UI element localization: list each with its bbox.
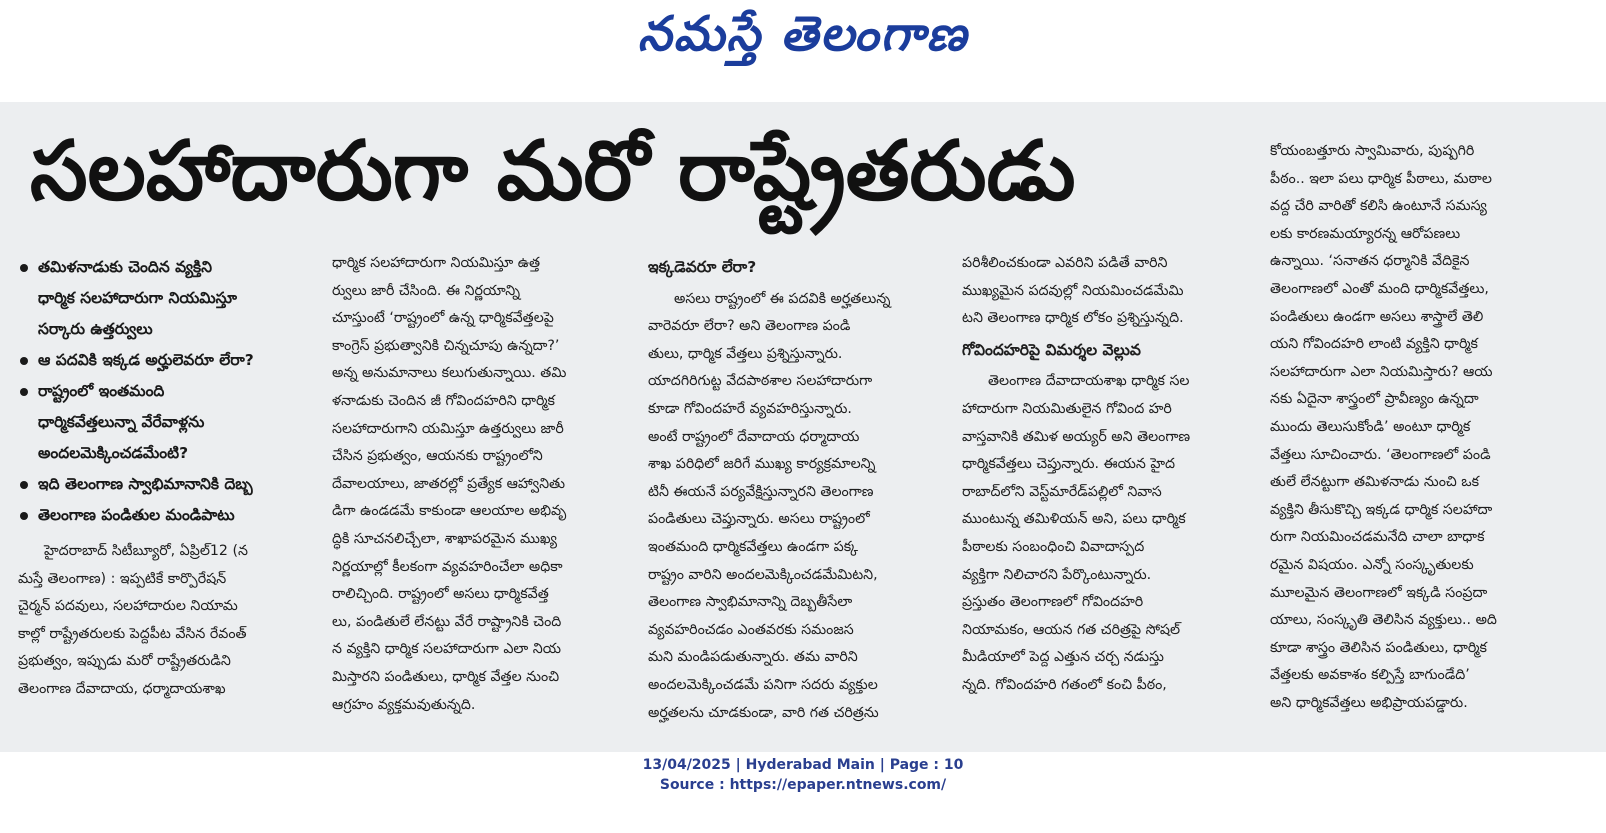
body-text-line: మస్తే తెలంగాణ) : ఇప్పటికే కార్పొరేషన్ xyxy=(18,570,227,587)
body-text-line: సలహాదారుగాని యమిస్తూ ఉత్తర్వులు జారీ xyxy=(332,420,564,437)
body-text-line: మిస్తారని పండితులు, ధార్మిక వేత్తల నుంచి xyxy=(332,668,560,685)
summary-bullet-line xyxy=(18,283,318,314)
body-text-line: ముంటున్న తమిళియన్ అని, పలు ధార్మిక xyxy=(962,511,1186,528)
summary-bullet-line xyxy=(18,314,318,345)
body-text-line: కాల్లో రాష్ట్రేతరులకు పెద్దపీట వేసిన రేవంత్ xyxy=(18,625,247,642)
body-text-line: పండితులు చెప్తున్నారు. అసలు రాష్ట్రంలో xyxy=(648,511,870,528)
body-text-line: న వ్యక్తిని ధార్మిక సలహాదారుగా ఎలా నియ xyxy=(332,641,561,658)
body-text-line: చైర్మన్ పదవులు, సలహాదారుల నియామ xyxy=(18,598,238,615)
article-column-3 xyxy=(648,250,948,727)
summary-bullet-line xyxy=(18,500,318,531)
body-text-line: ళనాడుకు చెందిన జీ గోవిందహరిని ధార్మిక xyxy=(332,392,555,409)
body-text-line: కోయంబత్తూరు స్వామివారు, పుష్పగిరి xyxy=(1270,143,1475,159)
page-footer xyxy=(0,755,1606,795)
bullet-dot-icon xyxy=(20,357,28,365)
newspaper-logo: నమస్తే తెలంగాణ xyxy=(637,6,969,62)
section-subheading: ఇక్కడెవరూ లేరా? xyxy=(648,258,757,276)
body-text-line: అంటే రాష్ట్రంలో దేవాదాయ ధర్మాదాయ xyxy=(648,428,860,445)
body-text-line: ప్రస్తుతం తెలంగాణలో గోవిందహరి xyxy=(962,594,1144,611)
body-text-line: అన్న అనుమానాలు కలుగుతున్నాయి. తమి xyxy=(332,365,567,382)
body-text-line: అర్హతలను చూడకుండా, వారి గత చరిత్రను xyxy=(648,704,879,721)
body-text-line: తులు, ధార్మిక వేత్తలు ప్రశ్నిస్తున్నారు. xyxy=(648,345,843,362)
body-text-line: లు, పండితులే లేనట్టు వేరే రాష్ట్రానికి చెంది xyxy=(332,613,562,630)
body-text-line: వ్యక్తిగా నిలిచారని పేర్కొంటున్నారు. xyxy=(962,566,1152,583)
body-text-line: ఉన్నాయి. ‘సనాతన ధర్మానికి వేదికైన xyxy=(1270,253,1470,270)
body-text-line: అందలమెక్కించడమే పనిగా సదరు వ్యక్తుల xyxy=(648,676,878,693)
body-text-line: కూడా గోవిందహరే వ్యవహరిస్తున్నారు. xyxy=(648,400,852,417)
bullet-text: సర్కారు ఉత్తర్వులు xyxy=(38,320,153,338)
body-text-line: రాలిచ్చింది. రాష్ట్రంలో అసలు ధార్మికవేత్త xyxy=(332,586,549,603)
body-text-line: ముఖ్యమైన పదవుల్లో నియమించడమేమి xyxy=(962,282,1184,299)
body-text-line: ఆగ్రహం వ్యక్తమవుతున్నది. xyxy=(332,696,476,713)
body-text-line: నియామకం, ఆయన గత చరిత్రపై సోషల్ xyxy=(962,621,1181,638)
body-text-line: తెలంగాణ దేవాదాయశాఖ ధార్మిక సల xyxy=(988,373,1190,390)
bullet-dot-icon xyxy=(20,512,28,520)
body-text-line: హాదారుగా నియమితులైన గోవింద హరి xyxy=(962,400,1172,417)
summary-bullet-line xyxy=(18,345,318,376)
body-text-line: తెలంగాణ స్వాభిమానాన్ని దెబ్బతీసేలా xyxy=(648,594,853,611)
summary-bullets xyxy=(18,252,318,531)
body-text-line: శాఖ పరిధిలో జరిగే ముఖ్య కార్యక్రమాలన్ని xyxy=(648,456,876,473)
body-text-line: సలహాదారుగా ఎలా నియమిస్తారు? ఆయ xyxy=(1270,363,1493,380)
bullet-text: తమిళనాడుకు చెందిన వ్యక్తిని xyxy=(38,258,213,276)
body-text-line: ధార్మికవేత్తలు చెప్తున్నారు. ఈయన హైద xyxy=(962,456,1176,473)
body-text-line: పరిశీలించకుండా ఎవరిని పడితే వారిని xyxy=(962,255,1168,271)
body-text-line: యని గోవిందహరి లాంటి వ్యక్తిని ధార్మిక xyxy=(1270,336,1478,353)
body-text-line: వ్యవహరించడం ఎంతవరకు సమంజస xyxy=(648,621,854,638)
summary-bullet-line xyxy=(18,469,318,500)
masthead xyxy=(0,0,1606,100)
body-text-line: టని తెలంగాణ ధార్మిక లోకం ప్రశ్నిస్తున్నది. xyxy=(962,310,1184,327)
body-text-line: పీఠాలకు సంబంధించి వివాదాస్పద xyxy=(962,538,1145,555)
body-text-line: కాంగ్రెస్ ప్రభుత్వానికి చిన్నచూపు ఉన్నదా?’ xyxy=(332,337,560,354)
body-text-line: దేవాలయాలు, జాతరల్లో ప్రత్యేక ఆహ్వానితు xyxy=(332,475,565,492)
body-text-line: టినీ ఈయనే పర్యవేక్షిస్తున్నారని తెలంగాణ xyxy=(648,483,874,500)
body-text-line: ర్వులు జారీ చేసింది. ఈ నిర్ణయాన్ని xyxy=(332,282,521,299)
body-text-line: రాష్ట్రం వారిని అందలమెక్కించడమేమిటని, xyxy=(648,566,878,583)
bullet-text: ఆ పదవికి ఇక్కడ అర్హులెవరూ లేరా? xyxy=(38,351,254,369)
body-text-line: లకు కారణమయ్యారన్న ఆరోపణలు xyxy=(1270,225,1461,242)
body-text-line: నిర్ణయాల్లో కీలకంగా వ్యవహరించేలా అధికా xyxy=(332,558,563,575)
bullet-text: రాష్ట్రంలో ఇంతమంది xyxy=(38,382,165,400)
section-subheading: గోవిందహరిపై విమర్శల వెల్లువ xyxy=(962,340,1141,359)
body-text-line: వ్యక్తిని తీసుకొచ్చి ఇక్కడ ధార్మిక సలహాదా xyxy=(1270,501,1493,518)
body-text-line: ప్రభుత్వం, ఇప్పుడు మరో రాష్ట్రేతరుడిని xyxy=(18,653,231,670)
body-text-line: మీడియాలో పెద్ద ఎత్తున చర్చ నడుస్తు xyxy=(962,649,1164,666)
bullet-text: అందలమెక్కించడమేంటి? xyxy=(38,444,189,462)
body-text-line: రమైన విషయం. ఎన్నో సంస్కృతులకు xyxy=(1270,556,1474,573)
body-text-line: యాలు, సంస్కృతి తెలిసిన వ్యక్తులు.. అది xyxy=(1270,612,1497,629)
article-clipping xyxy=(0,102,1606,752)
body-text-line: నకు ఏదైనా శాస్త్రంలో ప్రావీణ్యం ఉన్నదా xyxy=(1270,391,1479,408)
bullet-text: ధార్మికవేత్తలున్నా వేరేవాళ్లను xyxy=(38,413,205,431)
body-text-line: వద్ద చేరి వారితో కలిసి ఉంటూనే సమస్య xyxy=(1270,198,1487,215)
body-text-line: యాదగిరిగుట్ట వేదపాఠశాల సలహాదారుగా xyxy=(648,373,873,390)
body-text-line: రాబాద్‌లోని వెస్ట్‌మారేడ్‌పల్లిలో నివాస xyxy=(962,483,1162,500)
body-text-line: న్నది. గోవిందహరి గతంలో కంచి పీఠం, xyxy=(962,676,1167,693)
body-text-line: చూస్తుంటే ‘రాష్ట్రంలో ఉన్న ధార్మికవేత్తలపై xyxy=(332,310,554,327)
body-text-line: డిగా ఉండడమే కాకుండా ఆలయాల అభివృ xyxy=(332,503,567,520)
summary-bullet-line xyxy=(18,438,318,469)
article-column-2 xyxy=(332,250,632,719)
bullet-dot-icon xyxy=(20,264,28,272)
body-text-line: ద్ధికి సూచనలిచ్చేలా, శాఖాపరమైన ముఖ్య xyxy=(332,530,557,547)
bullet-text: ఇది తెలంగాణ స్వాభిమానానికి దెబ్బ xyxy=(38,475,253,493)
summary-bullet-line xyxy=(18,407,318,438)
edition-info: 13/04/2025 | Hyderabad Main | Page : 10 xyxy=(642,757,964,773)
bullet-text: ధార్మిక సలహాదారుగా నియమిస్తూ xyxy=(38,289,237,307)
bullet-text: తెలంగాణ పండితుల మండిపాటు xyxy=(38,506,235,524)
body-text-line: తులే లేనట్టుగా తమిళనాడు నుంచి ఒక xyxy=(1270,474,1480,491)
body-text-line: మని మండిపడుతున్నారు. తమ వారిని xyxy=(648,649,858,666)
body-text-line: ధార్మిక సలహాదారుగా నియమిస్తూ ఉత్త xyxy=(332,255,541,271)
body-text-line: చేసిన ప్రభుత్వం, ఆయనకు రాష్ట్రంలోని xyxy=(332,448,543,465)
body-text-line: హైదరాబాద్ సిటీబ్యూరో, ఏప్రిల్12 (న xyxy=(44,543,248,559)
body-text-line: తెలంగాణలో ఎంతో మంది ధార్మికవేత్తలు, xyxy=(1270,280,1489,297)
body-text-line: వేత్తలు సూచించారు. ‘తెలంగాణలో పండి xyxy=(1270,446,1491,463)
article-headline: సలహాదారుగా మరో రాష్ట్రేతరుడు xyxy=(30,124,1076,219)
body-text-line: మూలమైన తెలంగాణలో ఇక్కడి సంప్రదా xyxy=(1270,584,1488,601)
bullet-dot-icon xyxy=(20,481,28,489)
source-link[interactable]: Source : https://epaper.ntnews.com/ xyxy=(659,777,947,793)
summary-bullet-line xyxy=(18,252,318,283)
article-column-1 xyxy=(18,538,318,704)
body-text-line: వేత్తలకు అవకాశం కల్పిస్తే బాగుండేది’ xyxy=(1270,667,1470,684)
body-text-line: పండితులు ఉండగా అసలు శాస్త్రాలే తెలి xyxy=(1270,308,1484,325)
body-text-line: కూడా శాస్త్రం తెలిసిన పండితులు, ధార్మిక xyxy=(1270,639,1487,656)
summary-bullet-line xyxy=(18,376,318,407)
body-text-line: అసలు రాష్ట్రంలో ఈ పదవికి అర్హతలున్న xyxy=(674,290,891,307)
body-text-line: ఇంతమంది ధార్మికవేత్తలు ఉండగా పక్క xyxy=(648,538,858,555)
body-text-line: అని ధార్మికవేత్తలు అభిప్రాయపడ్డారు. xyxy=(1270,694,1468,711)
body-text-line: రుగా నియమించడమనేది చాలా బాధాక xyxy=(1270,529,1485,546)
body-text-line: వాస్తవానికి తమిళ అయ్యర్ అని తెలంగాణ xyxy=(962,428,1191,445)
body-text-line: తెలంగాణ దేవాదాయ, ధర్మాదాయశాఖ xyxy=(18,680,226,697)
body-text-line: వారెవరూ లేరా? అని తెలంగాణ పండి xyxy=(648,318,851,335)
bullet-dot-icon xyxy=(20,388,28,396)
article-column-5 xyxy=(1270,138,1588,717)
body-text-line: ముందు తెలుసుకోండి’ అంటూ ధార్మిక xyxy=(1270,418,1471,435)
body-text-line: పీఠం.. ఇలా పలు ధార్మిక పీఠాలు, మఠాల xyxy=(1270,170,1492,187)
article-column-4 xyxy=(962,250,1257,700)
